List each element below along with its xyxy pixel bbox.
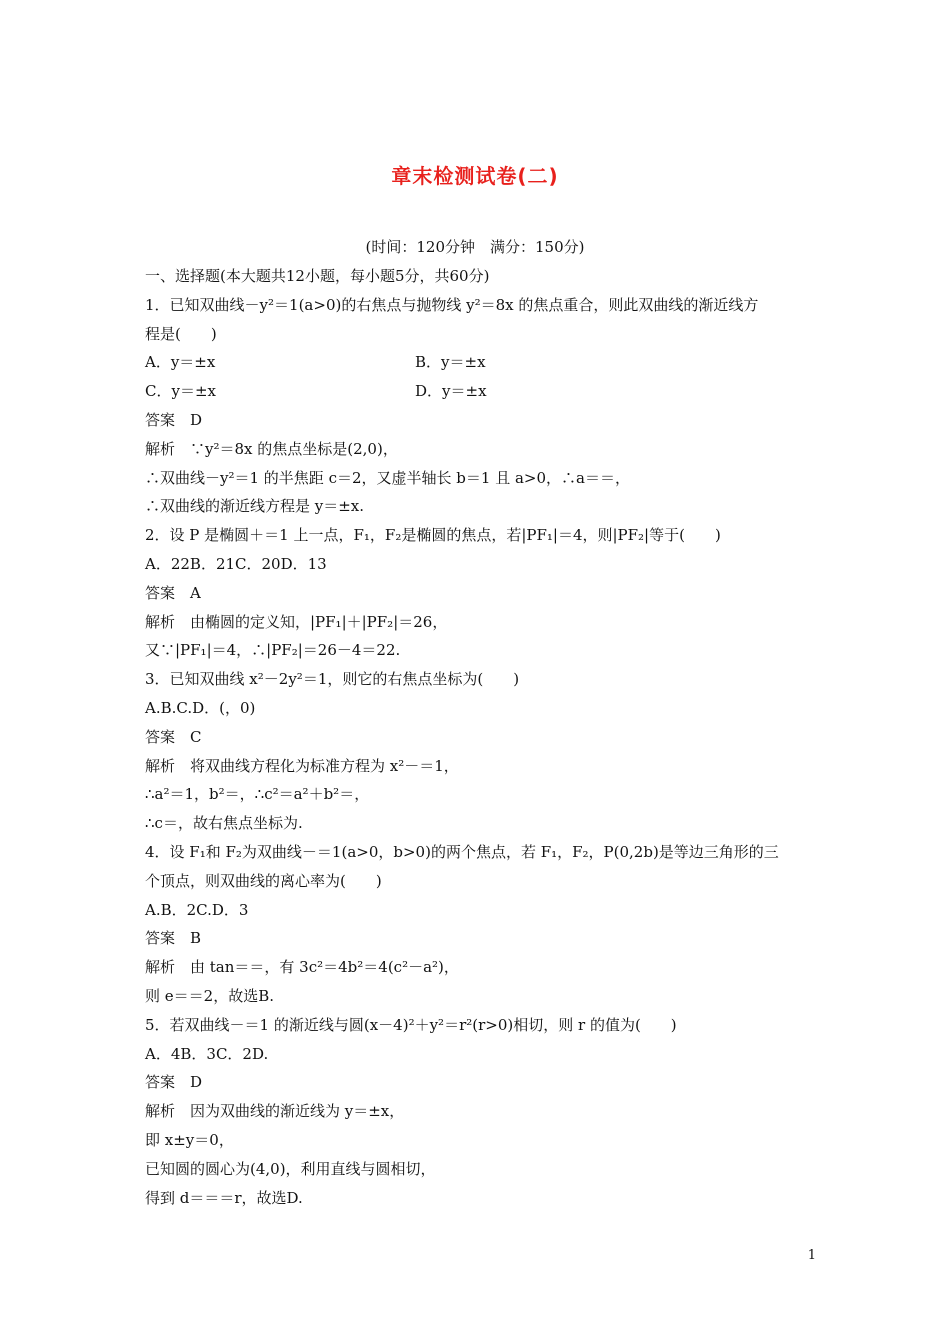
- options-line: A．4B．3C．2D.: [145, 1044, 269, 1063]
- question-text: 5．若双曲线－＝1 的渐近线与圆(x－4)²＋y²＝r²(r>0)相切，则 r 的值为( ): [145, 1015, 677, 1034]
- solution-line: ∴a²＝1，b²＝，∴c²＝a²＋b²＝，: [145, 785, 370, 804]
- page-title: 章末检测试卷(二): [391, 164, 559, 188]
- page-number: 1: [807, 1248, 816, 1263]
- solution-line: 已知圆的圆心为(4,0)，利用直线与圆相切，: [145, 1159, 436, 1178]
- option-c: C．y＝±x: [145, 382, 216, 401]
- option-row: [145, 377, 815, 406]
- solution-line: 解析 由 tan＝＝，有 3c²＝4b²＝4(c²－a²)，: [145, 958, 459, 977]
- option-b: B．y＝±x: [415, 353, 486, 372]
- exam-content: [145, 262, 815, 1212]
- question-text: 4．设 F₁和 F₂为双曲线－＝1(a>0，b>0)的两个焦点，若 F₁，F₂，P(0,2b)是等边三角形的三: [145, 842, 779, 861]
- answer-line: 答案 D: [145, 1073, 203, 1092]
- solution-line: 解析 由椭圆的定义知，|PF₁|＋|PF₂|＝26，: [145, 612, 448, 631]
- option-d: D．y＝±x: [415, 382, 487, 401]
- question-text: 1．已知双曲线－y²＝1(a>0)的右焦点与抛物线 y²＝8x 的焦点重合，则此双曲线的渐近线方: [145, 295, 759, 314]
- answer-line: 答案 A: [145, 583, 201, 602]
- options-line: A．22B．21C．20D．13: [145, 554, 327, 573]
- answer-line: 答案 C: [145, 727, 202, 746]
- section-heading: 一、选择题(本大题共12小题，每小题5分，共60分): [145, 267, 490, 285]
- solution-line: ∴双曲线的渐近线方程是 y＝±x.: [145, 497, 365, 516]
- question-text: 个顶点，则双曲线的离心率为( ): [145, 871, 382, 890]
- option-row: [145, 348, 815, 377]
- solution-line: 即 x±y＝0，: [145, 1130, 234, 1149]
- options-line: A.B．2C.D．3: [145, 900, 249, 919]
- question-text: 程是( ): [145, 324, 217, 343]
- question-text: 3．已知双曲线 x²－2y²＝1，则它的右焦点坐标为( ): [145, 670, 520, 689]
- exam-time-score: (时间：120分钟 满分：150分): [365, 238, 585, 256]
- solution-line: ∴c＝，故右焦点坐标为.: [145, 814, 303, 833]
- question-text: 2．设 P 是椭圆＋＝1 上一点，F₁，F₂是椭圆的焦点，若|PF₁|＝4，则|PF₂|等于( ): [145, 526, 721, 545]
- answer-line: 答案 D: [145, 410, 203, 429]
- solution-line: 解析 ∵y²＝8x 的焦点坐标是(2,0)，: [145, 439, 398, 458]
- solution-line: ∴双曲线－y²＝1 的半焦距 c＝2，又虚半轴长 b＝1 且 a>0，∴a＝＝，: [145, 468, 630, 487]
- options-line: A.B.C.D．(，0): [145, 698, 256, 717]
- solution-line: 得到 d＝＝＝r，故选D.: [145, 1188, 303, 1207]
- answer-line: 答案 B: [145, 929, 202, 948]
- solution-line: 解析 将双曲线方程化为标准方程为 x²－＝1，: [145, 756, 459, 775]
- solution-line: 则 e＝＝2，故选B.: [145, 986, 274, 1005]
- option-a: A．y＝±x: [145, 353, 216, 372]
- solution-line: 解析 因为双曲线的渐近线为 y＝±x，: [145, 1102, 405, 1121]
- solution-line: 又∵|PF₁|＝4，∴|PF₂|＝26－4＝22.: [145, 641, 401, 660]
